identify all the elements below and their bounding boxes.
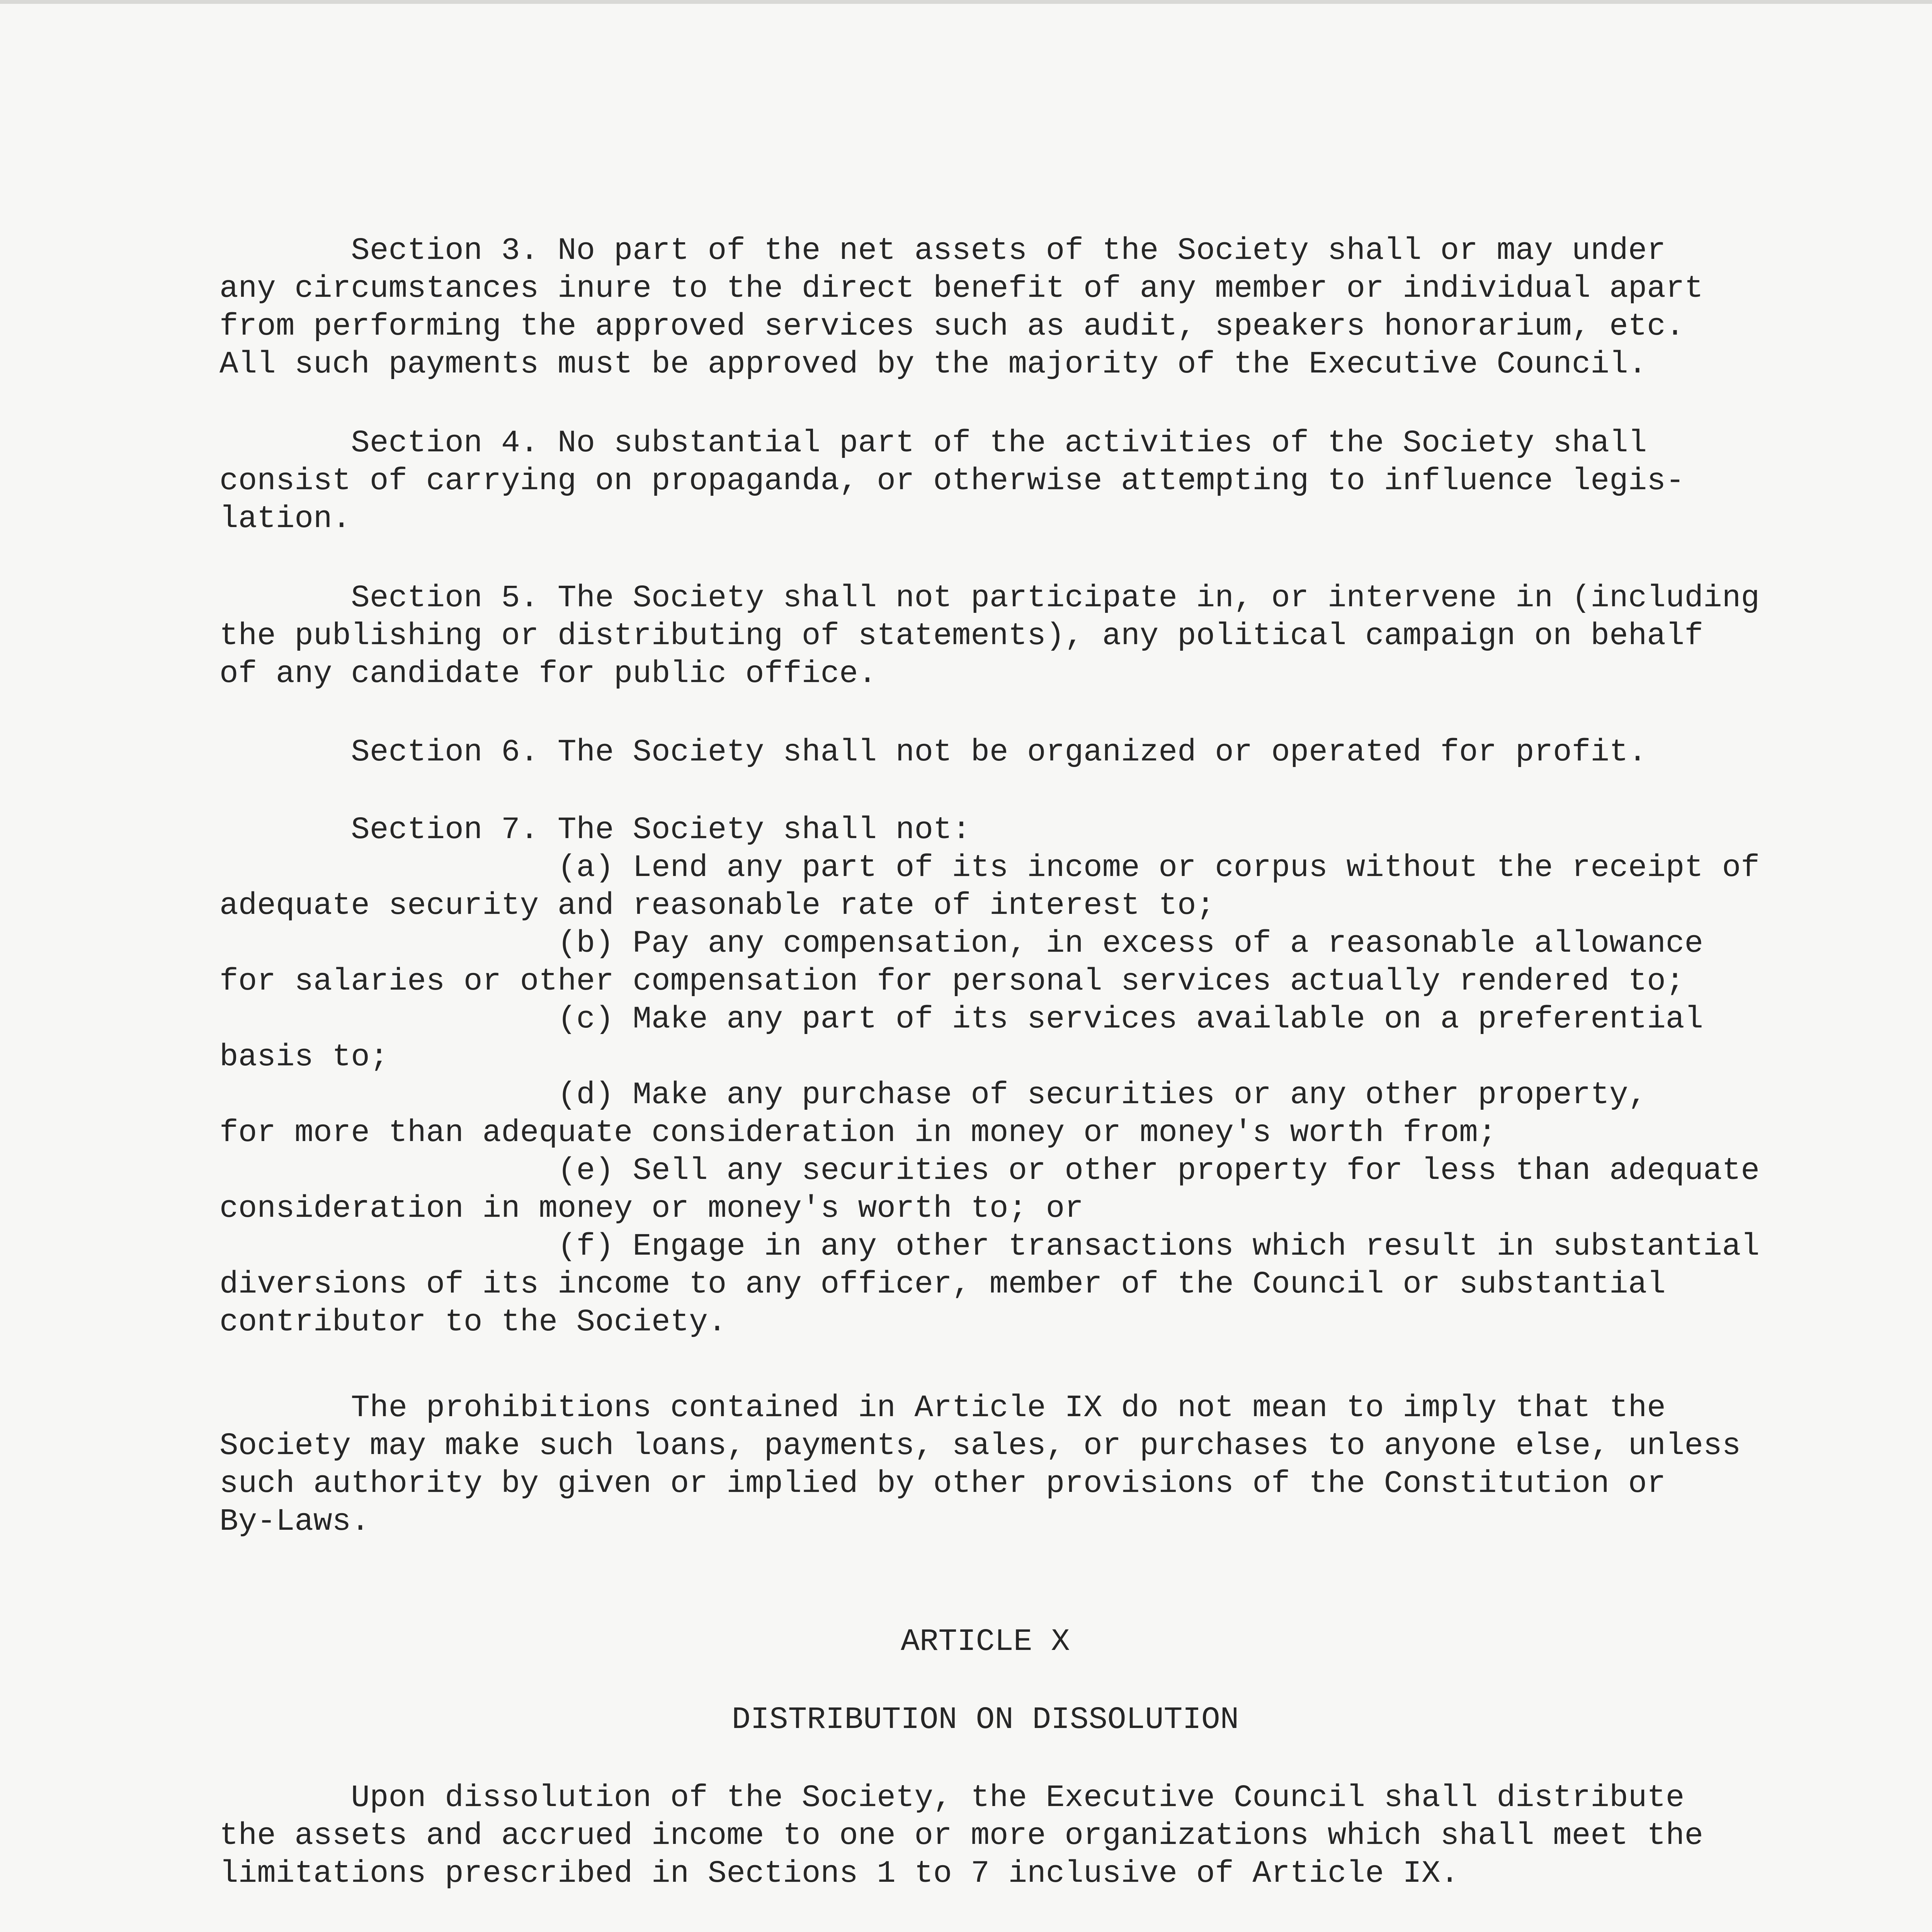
text-line: (c) Make any part of its services available on a preferential [219, 1002, 1704, 1037]
text-line: By-Laws. [219, 1504, 370, 1539]
text-line: (b) Pay any compensation, in excess of a reasonable allowance [219, 926, 1704, 961]
text-line: such authority by given or implied by other provisions of the Constitution or [219, 1466, 1666, 1502]
text-line: consist of carrying on propaganda, or otherwise attempting to influence legis- [219, 464, 1685, 499]
text-line: diversions of its income to any officer, member of the Council or substantial [219, 1267, 1666, 1302]
text-line: (f) Engage in any other transactions which result in substantial [219, 1229, 1760, 1264]
text-line: lation. [219, 502, 351, 537]
text-line: Section 6. The Society shall not be organized or operated for profit. [219, 735, 1647, 770]
text-line: Upon dissolution of the Society, the Executive Council shall distribute [219, 1781, 1685, 1816]
text-line: Section 3. No part of the net assets of the Society shall or may under [219, 233, 1666, 269]
text-line: Society may make such loans, payments, sales, or purchases to anyone else, unless [219, 1429, 1741, 1464]
text-line: The prohibitions contained in Article IX do not mean to imply that the [219, 1391, 1666, 1426]
text-line: for more than adequate consideration in money or money's worth from; [219, 1116, 1497, 1151]
article-heading: ARTICLE X [901, 1624, 1070, 1660]
text-line: Section 7. The Society shall not: [219, 813, 971, 848]
text-line: limitations prescribed in Sections 1 to 7 inclusive of Article IX. [219, 1856, 1459, 1891]
text-line: for salaries or other compensation for personal services actually rendered to; [219, 964, 1685, 999]
text-line: (a) Lend any part of its income or corpus without the receipt of [219, 850, 1760, 886]
text-line: (d) Make any purchase of securities or any other property, [219, 1078, 1647, 1113]
text-line: any circumstances inure to the direct benefit of any member or individual apart [219, 271, 1704, 306]
text-line: (e) Sell any securities or other property for less than adequate [219, 1153, 1760, 1189]
text-line: from performing the approved services such as audit, speakers honorarium, etc. [219, 309, 1685, 344]
text-line: All such payments must be approved by the majority of the Executive Council. [219, 347, 1647, 382]
text-line: Section 5. The Society shall not participate in, or intervene in (including [219, 581, 1760, 616]
text-line: the publishing or distributing of statements), any political campaign on behalf [219, 619, 1704, 654]
article-title: DISTRIBUTION ON DISSOLUTION [731, 1702, 1239, 1738]
text-line: Section 4. No substantial part of the activities of the Society shall [219, 426, 1647, 461]
text-line: adequate security and reasonable rate of interest to; [219, 888, 1215, 923]
text-line: of any candidate for public office. [219, 656, 877, 692]
text-line: the assets and accrued income to one or more organizations which shall meet the [219, 1818, 1704, 1854]
text-line: consideration in money or money's worth to; or [219, 1191, 1083, 1226]
text-line: basis to; [219, 1040, 389, 1075]
text-line: contributor to the Society. [219, 1305, 727, 1340]
